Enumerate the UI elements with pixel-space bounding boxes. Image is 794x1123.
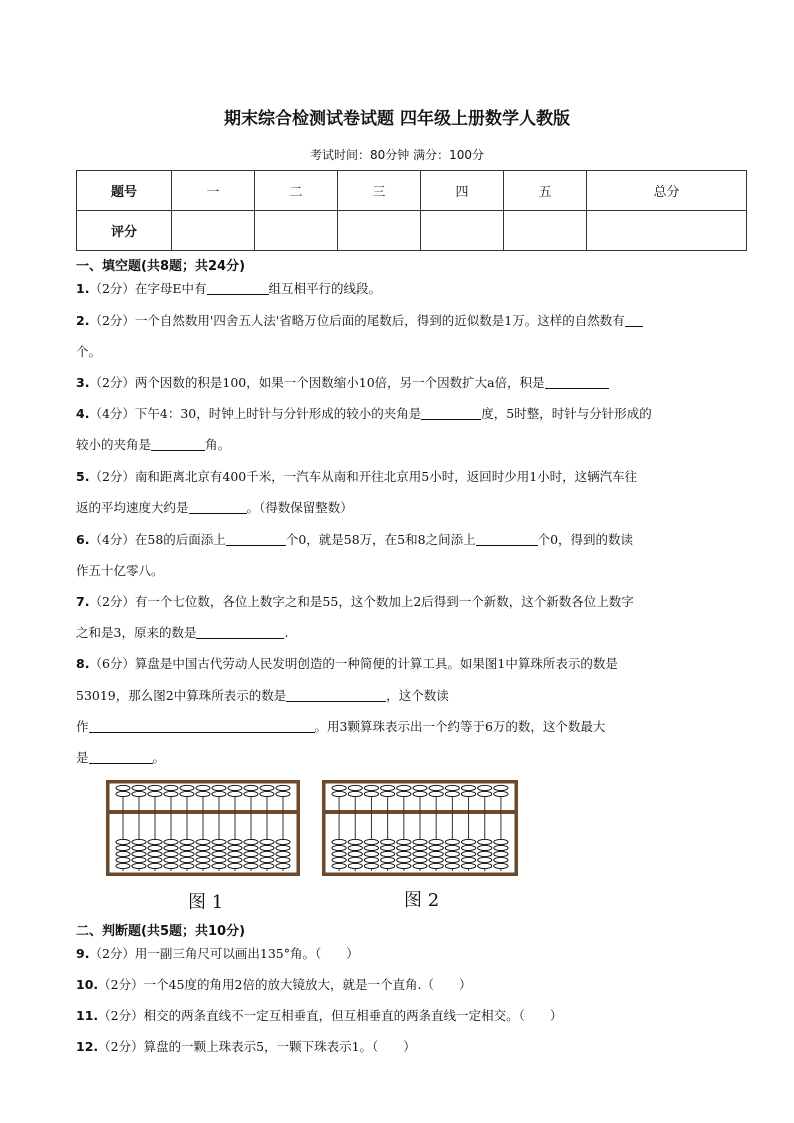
col-header: 二	[255, 171, 338, 211]
abacus-bead	[332, 851, 346, 856]
abacus-bead	[397, 839, 411, 844]
abacus-bead	[381, 839, 395, 844]
abacus-bead	[348, 785, 362, 790]
abacus-bead	[116, 851, 130, 856]
abacus-bead	[364, 851, 378, 856]
abacus-bead	[116, 791, 130, 796]
question-12	[76, 1031, 748, 1062]
abacus-bead	[445, 863, 459, 868]
section-heading: 二、判断题(共5题；共10分)	[76, 924, 246, 939]
abacus-bead	[348, 839, 362, 844]
question-number: 12.	[76, 1039, 99, 1054]
question-text: （2分）一个45度的角用2倍的放大镜放大，就是一个直角.（ ）	[98, 977, 472, 992]
score-cell[interactable]	[587, 211, 747, 251]
abacus-bead	[397, 791, 411, 796]
question-text: （2分）用一副三角尺可以画出135°角。（ ）	[89, 946, 359, 961]
abacus-bead	[381, 857, 395, 862]
abacus-bead	[244, 851, 258, 856]
abacus-bead	[132, 863, 146, 868]
abacus-bead	[260, 851, 274, 856]
abacus-bead	[148, 845, 162, 850]
abacus-bead	[148, 857, 162, 862]
abacus-bead	[196, 785, 210, 790]
question-number: 11.	[76, 1008, 99, 1023]
question-text: 个0，就是58万，在5和8之间添上	[285, 532, 476, 547]
col-header: 四	[421, 171, 504, 211]
answer-blank[interactable]	[625, 312, 643, 327]
col-header: 五	[504, 171, 587, 211]
abacus-bead	[212, 857, 226, 862]
abacus-bead	[348, 863, 362, 868]
question-7-cont	[76, 617, 748, 648]
abacus-figure-2	[322, 780, 518, 876]
abacus-bead	[461, 845, 475, 850]
abacus-bead	[132, 857, 146, 862]
question-text: ，这个数读	[386, 688, 449, 703]
figure-label: 图 1	[188, 892, 224, 913]
abacus-bead	[429, 857, 443, 862]
abacus-bead	[164, 791, 178, 796]
question-number: 7.	[76, 594, 90, 609]
abacus-bead	[276, 851, 290, 856]
abacus-bead	[212, 851, 226, 856]
abacus-bead	[228, 851, 242, 856]
answer-blank[interactable]	[89, 718, 315, 733]
question-text: 返的平均速度大约是	[76, 500, 189, 515]
abacus-bead	[381, 845, 395, 850]
abacus-bead	[196, 857, 210, 862]
abacus-bead	[148, 791, 162, 796]
abacus-bead	[445, 839, 459, 844]
question-4	[76, 398, 748, 429]
abacus-bead	[164, 857, 178, 862]
abacus-bead	[494, 851, 508, 856]
abacus-bead	[364, 863, 378, 868]
answer-blank[interactable]	[286, 687, 386, 702]
question-text: （2分）有一个七位数，各位上数字之和是55，这个数加上2后得到一个新数，这个新数各位上数字	[89, 594, 634, 609]
abacus-bead	[132, 785, 146, 790]
question-text: 之和是3，原来的数是	[76, 625, 197, 640]
abacus-bead	[381, 863, 395, 868]
page-title: 期末综合检测试卷试题 四年级上册数学人教版	[224, 109, 570, 129]
question-number: 6.	[76, 532, 90, 547]
question-text: （2分）算盘的一颗上珠表示5，一颗下珠表示1。（ ）	[98, 1039, 416, 1054]
abacus-bead	[332, 845, 346, 850]
question-8-cont	[76, 680, 748, 711]
abacus-bead	[332, 857, 346, 862]
abacus-bead	[413, 851, 427, 856]
answer-blank[interactable]	[226, 531, 286, 546]
question-text: 。（得数保留整数）	[246, 500, 353, 515]
answer-blank[interactable]	[196, 624, 284, 639]
abacus-bead	[461, 839, 475, 844]
abacus-bead	[413, 791, 427, 796]
question-5-cont	[76, 492, 748, 523]
abacus-bead	[196, 845, 210, 850]
abacus-bead	[132, 851, 146, 856]
row-label: 评分	[77, 211, 172, 251]
abacus-bead	[212, 785, 226, 790]
abacus-bead	[196, 863, 210, 868]
question-text: 作	[76, 719, 89, 734]
question-11	[76, 1000, 748, 1031]
abacus-bead	[180, 791, 194, 796]
abacus-bead	[212, 863, 226, 868]
abacus-bead	[276, 857, 290, 862]
abacus-bead	[494, 839, 508, 844]
question-text: 较小的夹角是	[76, 437, 152, 452]
abacus-bead	[260, 845, 274, 850]
score-cell[interactable]	[338, 211, 421, 251]
abacus-bead	[164, 851, 178, 856]
answer-blank[interactable]	[207, 280, 269, 295]
abacus-bead	[148, 863, 162, 868]
answer-blank[interactable]	[421, 405, 481, 420]
answer-blank[interactable]	[151, 436, 205, 451]
score-cell[interactable]	[421, 211, 504, 251]
abacus-bead	[429, 791, 443, 796]
question-text: （2分）两个因数的积是100，如果一个因数缩小10倍，另一个因数扩大a倍，积是	[89, 375, 545, 390]
abacus-bead	[260, 863, 274, 868]
abacus-bead	[164, 785, 178, 790]
abacus-bead	[429, 785, 443, 790]
abacus-bead	[332, 863, 346, 868]
abacus-bead	[148, 851, 162, 856]
abacus-bead	[228, 863, 242, 868]
abacus-bead	[180, 785, 194, 790]
abacus-bead	[244, 845, 258, 850]
abacus-bead	[348, 845, 362, 850]
abacus-bead	[445, 785, 459, 790]
abacus-bead	[132, 791, 146, 796]
abacus-bead	[494, 863, 508, 868]
abacus-bead	[461, 851, 475, 856]
abacus-bead	[478, 845, 492, 850]
abacus-bead	[364, 785, 378, 790]
score-cell[interactable]	[172, 211, 255, 251]
question-text: （4分）在58的后面添上	[89, 532, 226, 547]
abacus-bead	[164, 839, 178, 844]
abacus-bead	[332, 791, 346, 796]
question-9	[76, 938, 748, 969]
abacus-bead	[413, 857, 427, 862]
abacus-bead	[364, 791, 378, 796]
abacus-bead	[228, 857, 242, 862]
abacus-bead	[180, 839, 194, 844]
abacus-bead	[478, 791, 492, 796]
question-6-cont	[76, 555, 748, 586]
question-number: 10.	[76, 977, 99, 992]
abacus-bead	[228, 845, 242, 850]
abacus-bead	[461, 785, 475, 790]
abacus-bead	[397, 863, 411, 868]
col-header: 总分	[587, 171, 747, 211]
abacus-figure-1	[106, 780, 300, 876]
abacus-bead	[180, 851, 194, 856]
abacus-bead	[429, 851, 443, 856]
question-text: （4分）下午4：30，时钟上时针与分针形成的较小的夹角是	[89, 406, 422, 421]
abacus-bead	[276, 785, 290, 790]
abacus-bead	[260, 839, 274, 844]
abacus-bead	[461, 857, 475, 862]
abacus-bead	[478, 785, 492, 790]
score-table	[76, 170, 747, 251]
question-text: 是	[76, 750, 89, 765]
abacus-bead	[413, 785, 427, 790]
abacus-bead	[196, 839, 210, 844]
answer-blank[interactable]	[545, 374, 609, 389]
abacus-bead	[244, 863, 258, 868]
table-row	[77, 211, 747, 251]
abacus-bead	[445, 845, 459, 850]
abacus-bead	[148, 839, 162, 844]
question-text: 53019，那么图2中算珠所表示的数是	[76, 688, 287, 703]
table-row	[77, 171, 747, 211]
abacus-bead	[228, 791, 242, 796]
abacus-bead	[364, 839, 378, 844]
abacus-bead	[228, 839, 242, 844]
abacus-bead	[348, 851, 362, 856]
question-8-cont	[76, 742, 748, 773]
abacus-bead	[364, 857, 378, 862]
col-header: 一	[172, 171, 255, 211]
question-10	[76, 969, 748, 1000]
abacus-bead	[260, 857, 274, 862]
question-6	[76, 524, 748, 555]
question-number: 1.	[76, 281, 90, 296]
abacus-bead	[244, 839, 258, 844]
abacus-bead	[381, 791, 395, 796]
abacus-bead	[276, 791, 290, 796]
abacus-bead	[445, 791, 459, 796]
abacus-bead	[348, 857, 362, 862]
question-text: 个0，得到的数读	[537, 532, 634, 547]
section-heading: 一、填空题(共8题；共24分)	[76, 259, 246, 274]
question-text: （2分）相交的两条直线不一定互相垂直，但互相垂直的两条直线一定相交。（ ）	[98, 1008, 563, 1023]
abacus-bead	[244, 785, 258, 790]
abacus-bead	[397, 845, 411, 850]
abacus-bead	[413, 845, 427, 850]
question-5	[76, 461, 748, 492]
abacus-bead	[260, 791, 274, 796]
abacus-bead	[132, 845, 146, 850]
abacus-bead	[478, 857, 492, 862]
abacus-bead	[244, 791, 258, 796]
question-text: （2分）在字母E中有	[89, 281, 207, 296]
question-2	[76, 305, 748, 336]
abacus-bead	[364, 845, 378, 850]
abacus-bead	[429, 839, 443, 844]
figure-label: 图 2	[404, 890, 440, 911]
abacus-bead	[180, 857, 194, 862]
abacus-bead	[478, 839, 492, 844]
abacus-bead	[276, 839, 290, 844]
abacus-bead	[461, 791, 475, 796]
answer-blank[interactable]	[189, 499, 247, 514]
abacus-bead	[180, 845, 194, 850]
abacus-bead	[148, 785, 162, 790]
question-8	[76, 648, 748, 679]
abacus-bead	[478, 851, 492, 856]
abacus-bead	[276, 845, 290, 850]
abacus-bead	[429, 845, 443, 850]
abacus-bead	[276, 863, 290, 868]
abacus-bead	[116, 857, 130, 862]
abacus-bead	[228, 785, 242, 790]
exam-info: 考试时间：80分钟 满分：100分	[310, 148, 484, 162]
abacus-bead	[494, 857, 508, 862]
abacus-bead	[494, 845, 508, 850]
question-number: 5.	[76, 469, 90, 484]
answer-blank[interactable]	[89, 749, 153, 764]
abacus-bead	[164, 845, 178, 850]
abacus-bead	[413, 839, 427, 844]
question-number: 9.	[76, 946, 90, 961]
abacus-bead	[445, 851, 459, 856]
question-text: 度，5时整，时针与分针形成的	[481, 406, 652, 421]
abacus-bead	[413, 863, 427, 868]
question-text: 个。	[76, 344, 102, 359]
question-text: 角。	[205, 437, 231, 452]
col-header: 三	[338, 171, 421, 211]
question-text: 组互相平行的线段。	[268, 281, 382, 296]
abacus-bead	[445, 857, 459, 862]
question-2-cont	[76, 336, 748, 367]
question-text: （2分）一个自然数用'四舍五人法'省略万位后面的尾数后，得到的近似数是1万。这样的自然数有	[89, 313, 625, 328]
abacus-bead	[116, 863, 130, 868]
abacus-bead	[212, 791, 226, 796]
abacus-bead	[180, 863, 194, 868]
abacus-bead	[397, 851, 411, 856]
abacus-bead	[381, 785, 395, 790]
abacus-bead	[332, 839, 346, 844]
score-cell[interactable]	[504, 211, 587, 251]
abacus-bead	[348, 791, 362, 796]
question-number: 8.	[76, 656, 90, 671]
abacus-bead	[196, 791, 210, 796]
abacus-bead	[397, 857, 411, 862]
abacus-bead	[212, 839, 226, 844]
question-text: 。	[152, 750, 166, 765]
abacus-bead	[116, 845, 130, 850]
answer-blank[interactable]	[476, 531, 538, 546]
abacus-bead	[461, 863, 475, 868]
question-text: （2分）南和距离北京有400千米，一汽车从南和开往北京用5小时，返回时少用1小时，这辆汽车往	[89, 469, 638, 484]
abacus-bead	[260, 785, 274, 790]
question-number: 2.	[76, 313, 90, 328]
abacus-bead	[244, 857, 258, 862]
question-4-cont	[76, 429, 748, 460]
question-number: 3.	[76, 375, 90, 390]
abacus-bead	[116, 839, 130, 844]
question-8-cont	[76, 711, 748, 742]
abacus-bead	[196, 851, 210, 856]
question-1	[76, 273, 748, 304]
question-text: .	[284, 625, 289, 640]
abacus-bead	[132, 839, 146, 844]
abacus-bead	[116, 785, 130, 790]
row-label: 题号	[77, 171, 172, 211]
abacus-bead	[494, 785, 508, 790]
question-3	[76, 367, 748, 398]
abacus-bead	[429, 863, 443, 868]
question-number: 4.	[76, 406, 90, 421]
question-text: 。用3颗算珠表示出一个约等于6万的数，这个数最大	[314, 719, 606, 734]
abacus-bead	[212, 845, 226, 850]
abacus-bead	[332, 785, 346, 790]
question-text: 作五十亿零八。	[76, 563, 164, 578]
question-7	[76, 586, 748, 617]
abacus-bead	[494, 791, 508, 796]
abacus-bead	[381, 851, 395, 856]
score-cell[interactable]	[255, 211, 338, 251]
question-text: （6分）算盘是中国古代劳动人民发明创造的一种简便的计算工具。如果图1中算珠所表示的数是	[89, 656, 618, 671]
abacus-bead	[164, 863, 178, 868]
abacus-bead	[478, 863, 492, 868]
abacus-bead	[397, 785, 411, 790]
